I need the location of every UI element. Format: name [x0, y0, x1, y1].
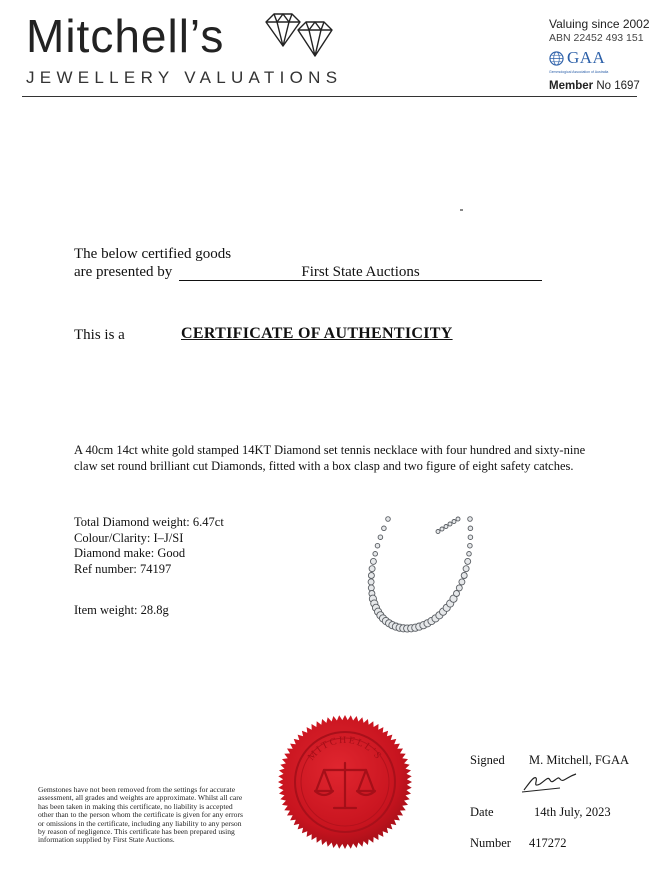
necklace-stone	[368, 585, 374, 591]
necklace-stone	[454, 591, 460, 597]
spec-colour-clarity: Colour/Clarity: I–J/SI	[74, 530, 184, 545]
member-number-value: No 1697	[596, 80, 640, 92]
date-value: 14th July, 2023	[534, 805, 611, 819]
specs-list	[74, 515, 224, 577]
necklace-stone	[368, 573, 374, 579]
necklace-stone	[444, 525, 448, 529]
spec-ref-number: Ref number: 74197	[74, 561, 172, 576]
necklace-stone	[436, 530, 440, 534]
paper-speck	[460, 209, 463, 211]
header-divider	[22, 96, 637, 97]
item-weight: Item weight: 28.8g	[74, 603, 169, 617]
necklace-stone	[468, 543, 473, 548]
member-number	[549, 80, 640, 92]
necklace-stone	[368, 579, 374, 585]
valuing-since: Valuing since 2002	[549, 17, 650, 31]
this-is-a-label: This is a	[74, 327, 125, 343]
date-label: Date	[470, 805, 494, 819]
necklace-stone	[448, 522, 452, 526]
seal-text: MITCHELL'S	[305, 734, 385, 763]
spec-diamond-make: Diamond make: Good	[74, 546, 186, 560]
item-description: A 40cm 14ct white gold stamped 14KT Diamond set tennis necklace with four hundred and sixty-nine claw set round brilliant cut Diamonds, fitted with a box clasp and two figure of eight safety catches.	[74, 443, 586, 473]
number-value: 417272	[529, 836, 567, 850]
necklace-stone	[461, 573, 467, 579]
necklace-stone	[370, 558, 376, 564]
signed-name: M. Mitchell, FGAA	[529, 753, 629, 767]
spec-total-diamond-weight: Total Diamond weight: 6.47ct	[74, 515, 224, 529]
wax-seal-icon	[276, 713, 414, 851]
presented-by-line	[74, 263, 542, 281]
necklace-stone	[468, 535, 473, 540]
abn-number: ABN 22452 493 151	[549, 32, 644, 44]
gaa-logo	[549, 48, 605, 68]
necklace-stone	[465, 558, 471, 564]
necklace-stone	[459, 579, 465, 585]
necklace-stone	[440, 527, 444, 531]
necklace-image	[330, 515, 500, 645]
necklace-stone	[463, 566, 469, 572]
signature-image	[520, 770, 580, 794]
certificate-title: CERTIFICATE OF AUTHENTICITY	[181, 325, 453, 342]
necklace-stone	[468, 517, 473, 522]
necklace-stone	[456, 517, 460, 521]
gaa-logo-text: GAA	[567, 48, 606, 67]
necklace-stone	[452, 520, 456, 524]
necklace-stone	[378, 535, 383, 540]
intro-line-1: The below certified goods	[74, 246, 232, 262]
necklace-stone	[369, 566, 375, 572]
brand-name: Mitchell’s	[26, 10, 225, 62]
diamond-logo-icon	[262, 12, 338, 62]
necklace-stone	[467, 552, 472, 557]
necklace-stone	[468, 526, 473, 531]
signed-label: Signed	[470, 753, 505, 767]
necklace-stone	[456, 585, 462, 591]
gaa-subtext: Gemmological Association of Australia	[549, 70, 609, 74]
gaa-globe-icon	[549, 51, 564, 66]
brand-tagline: JEWELLERY VALUATIONS	[26, 68, 343, 87]
intro-line-2: are presented by	[74, 264, 173, 280]
presenter-name: First State Auctions	[179, 265, 542, 281]
necklace-stone	[373, 552, 378, 557]
necklace-stone	[382, 526, 387, 531]
necklace-stone	[386, 517, 391, 522]
number-label: Number	[470, 836, 511, 850]
member-label: Member	[549, 80, 594, 92]
necklace-stone	[375, 543, 380, 548]
disclaimer-text: Gemstones have not been removed from the settings for accurate assessment, all grades and weights are approximate. Whilst all care has been taken in making this certificate, no liability is accepted other than to the person whom the certificate is given for any errors or omissions in the certificate, including any liability to any person by reason of negligence. This certificate has been prepared using information supplied by First State Auctions.	[38, 785, 243, 845]
